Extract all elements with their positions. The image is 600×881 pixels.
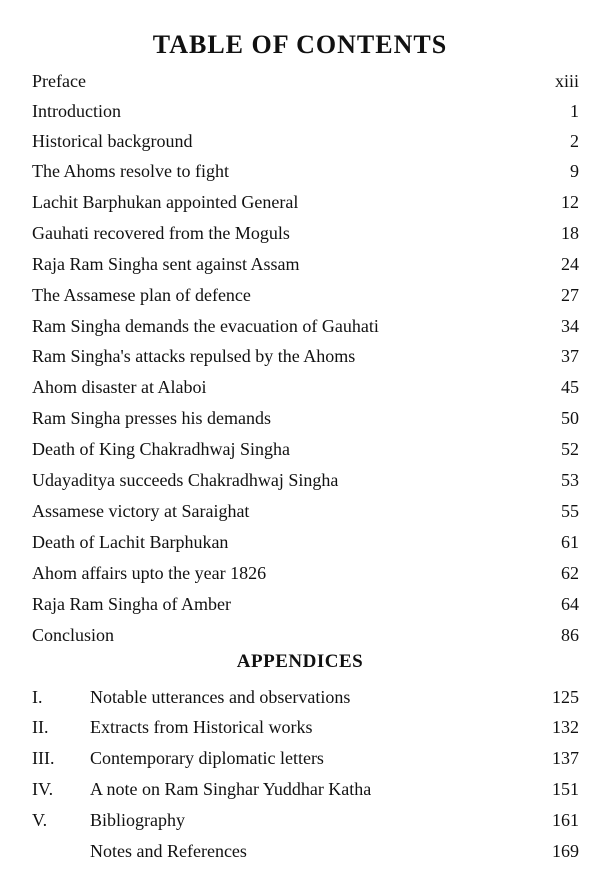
- appendix-page: 161: [552, 810, 579, 830]
- appendix-title: Notes and References: [90, 841, 247, 861]
- page-title: TABLE OF CONTENTS: [152, 30, 448, 59]
- toc-entry: [0, 620, 600, 650]
- toc-entry: [0, 126, 600, 156]
- toc-entry-title: Death of King Chakradhwaj Singha: [32, 439, 290, 459]
- toc-entry: [0, 434, 600, 464]
- toc-entry: [0, 249, 600, 279]
- toc-entry-page: 18: [561, 223, 579, 243]
- toc-entry-title: Raja Ram Singha sent against Assam: [32, 254, 300, 274]
- appendix-page: 125: [552, 687, 579, 707]
- appendix-title: Contemporary diplomatic letters: [90, 748, 324, 768]
- toc-entry-page: 9: [570, 161, 579, 181]
- appendix-page: 169: [552, 841, 579, 861]
- toc-entry-page: 12: [561, 192, 579, 212]
- toc-entry: [0, 280, 600, 310]
- toc-entry: [0, 187, 600, 217]
- appendix-page: 151: [552, 779, 579, 799]
- toc-entry-title: Conclusion: [32, 625, 115, 645]
- toc-entry-title: The Ahoms resolve to fight: [32, 161, 229, 181]
- toc-entry-page: 62: [561, 563, 579, 583]
- toc-entry-page: 2: [570, 131, 579, 151]
- toc-entry-title: Ram Singha presses his demands: [32, 408, 271, 428]
- appendix-title: Notable utterances and observations: [90, 687, 351, 707]
- toc-entry-page: 64: [561, 594, 579, 614]
- appendix-title: Bibliography: [90, 810, 185, 830]
- toc-entry: [0, 496, 600, 526]
- toc-entry-title: Udayaditya succeeds Chakradhwaj Singha: [32, 470, 339, 490]
- toc-entry-page: 37: [561, 346, 579, 366]
- toc-entry-title: Lachit Barphukan appointed General: [32, 192, 299, 212]
- appendix-number: IV.: [32, 779, 54, 799]
- toc-entry-page: xiii: [554, 71, 579, 91]
- toc-entry-page: 61: [561, 532, 579, 552]
- toc-entry-page: 55: [561, 501, 579, 521]
- toc-entry-page: 24: [561, 254, 579, 274]
- toc-entry-title: Gauhati recovered from the Moguls: [32, 223, 290, 243]
- toc-entry: [0, 403, 600, 433]
- toc-entry-title: The Assamese plan of defence: [32, 285, 251, 305]
- appendix-number: V.: [32, 810, 48, 830]
- toc-entry-page: 53: [561, 470, 579, 490]
- toc-entry-page: 27: [561, 285, 579, 305]
- toc-entry: [0, 341, 600, 371]
- toc-entry-title: Introduction: [32, 101, 121, 121]
- appendices-title: APPENDICES: [236, 651, 364, 672]
- appendix-entry: [0, 836, 600, 866]
- appendix-entry: [0, 743, 600, 773]
- toc-entry: [0, 156, 600, 186]
- appendix-number: III.: [32, 748, 55, 768]
- toc-entry: [0, 465, 600, 495]
- toc-entry: [0, 558, 600, 588]
- appendix-title: A note on Ram Singhar Yuddhar Katha: [90, 779, 372, 799]
- toc-entry: [0, 372, 600, 402]
- appendix-number: I.: [32, 687, 43, 707]
- appendix-entry: [0, 774, 600, 804]
- toc-entry: [0, 218, 600, 248]
- toc-entry: [0, 589, 600, 619]
- toc-entry-page: 34: [561, 316, 579, 336]
- toc-entry: [0, 311, 600, 341]
- appendix-page: 132: [552, 717, 579, 737]
- appendix-entry: [0, 712, 600, 742]
- toc-entry-title: Raja Ram Singha of Amber: [32, 594, 231, 614]
- appendix-entry: [0, 682, 600, 712]
- toc-entry-title: Ram Singha's attacks repulsed by the Ahoms: [32, 346, 356, 366]
- toc-entry-title: Ahom disaster at Alaboi: [32, 377, 207, 397]
- appendix-title: Extracts from Historical works: [90, 717, 313, 737]
- toc-entry-title: Assamese victory at Saraighat: [32, 501, 250, 521]
- toc-entry: [0, 96, 600, 126]
- appendix-page: 137: [552, 748, 579, 768]
- appendix-entry: [0, 805, 600, 835]
- toc-entry-title: Ram Singha demands the evacuation of Gauhati: [32, 316, 379, 336]
- toc-entry-page: 1: [570, 101, 579, 121]
- toc-entry-title: Ahom affairs upto the year 1826: [32, 563, 267, 583]
- toc-entry-page: 52: [561, 439, 579, 459]
- toc-entry-page: 50: [561, 408, 579, 428]
- toc-entry-title: Historical background: [32, 131, 193, 151]
- toc-entry: [0, 66, 600, 96]
- appendix-number: II.: [32, 717, 49, 737]
- toc-entry-title: Preface: [32, 71, 86, 91]
- toc-entry-title: Death of Lachit Barphukan: [32, 532, 229, 552]
- toc-entry: [0, 527, 600, 557]
- toc-entry-page: 45: [561, 377, 579, 397]
- toc-entry-page: 86: [561, 625, 579, 645]
